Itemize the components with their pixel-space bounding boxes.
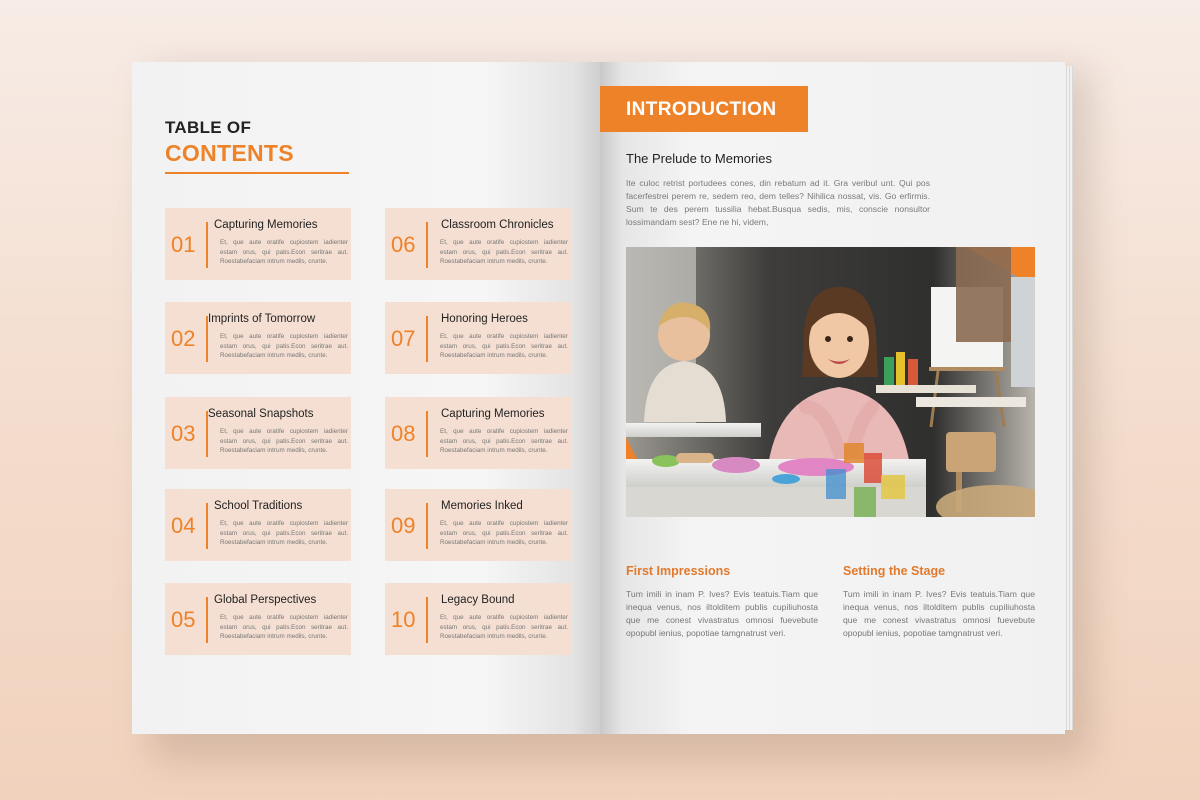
toc-title-line2: CONTENTS <box>165 140 294 166</box>
toc-number: 01 <box>171 232 196 257</box>
toc-item-title: Imprints of Tomorrow <box>208 313 316 325</box>
toc-item-text: Et, que aute oratife cupiostem iadienter estam orus, qui patis.Econ seritrae aut. Roestabefaciam intrum medils, crunte. <box>220 239 348 265</box>
toc-item-10[interactable] <box>385 583 571 655</box>
column-text-setting-the-stage: Tum imili in inam P. Ives? Evis teatuis.Tiam que inequa venus, nos iltolditem publis cupiliuhosta que me conest vivastratus omnosi fuevebute opopubl ienius, popotiae tamgnatrust veri. <box>843 589 1035 638</box>
toc-divider <box>206 597 208 643</box>
intro-paragraph: Ite culoc retrist portudees cones, din rebatum ad it. Gra veribul unt. Qui pos facerfestrei perem re, sedem reo, dem telles? Nihilica nossat, vis. Go erfirmis. Sum te des perem tussilia hebat.Busqua sedis, mis, conscie nonsultor lossimandam sest? Ene ne hi, videm, <box>626 178 930 227</box>
toc-divider <box>426 222 428 268</box>
column-heading-first-impressions: First Impressions <box>626 564 731 578</box>
toc-number: 08 <box>391 421 416 446</box>
toc-item-text: Et, que aute oratife cupiostem iadienter estam orus, qui patis.Econ seritrae aut. Roestabefaciam intrum medils, crunte. <box>220 333 348 359</box>
toc-item-title: Seasonal Snapshots <box>208 408 314 420</box>
intro-heading: INTRODUCTION <box>626 99 777 120</box>
toc-item-title: Capturing Memories <box>441 408 545 420</box>
toc-item-text: Et, que aute oratife cupiostem iadienter estam orus, qui patis.Econ seritrae aut. Roestabefaciam intrum medils, crunte. <box>440 614 568 640</box>
toc-divider <box>206 503 208 549</box>
toc-underline <box>165 172 349 174</box>
toc-item-text: Et, que aute oratife cupiostem iadienter estam orus, qui patis.Econ seritrae aut. Roestabefaciam intrum medils, crunte. <box>440 428 568 454</box>
toc-number: 09 <box>391 513 416 538</box>
toc-number: 05 <box>171 607 196 632</box>
toc-number: 07 <box>391 326 416 351</box>
toc-item-text: Et, que aute oratife cupiostem iadienter estam orus, qui patis.Econ seritrae aut. Roestabefaciam intrum medils, crunte. <box>220 428 348 454</box>
toc-item-title: Global Perspectives <box>214 594 317 606</box>
toc-item-text: Et, que aute oratife cupiostem iadienter estam orus, qui patis.Econ seritrae aut. Roestabefaciam intrum medils, crunte. <box>220 614 348 640</box>
toc-item-01[interactable] <box>165 208 351 280</box>
toc-number: 02 <box>171 326 196 351</box>
classroom-photo-illustration <box>626 247 1035 517</box>
toc-item-03[interactable] <box>165 397 351 469</box>
toc-divider <box>426 411 428 457</box>
column-text-first-impressions: Tum imili in inam P. Ives? Evis teatuis.Tiam que inequa venus, nos iltolditem publis cupiliuhosta que me conest vivastratus omnosi fuevebute opopubl ienius, popotiae tamgnatrust veri. <box>626 589 818 638</box>
toc-item-title: Classroom Chronicles <box>441 219 554 231</box>
toc-item-text: Et, que aute oratife cupiostem iadienter estam orus, qui patis.Econ seritrae aut. Roestabefaciam intrum medils, crunte. <box>440 333 568 359</box>
toc-number: 10 <box>391 607 416 632</box>
toc-item-08[interactable] <box>385 397 571 469</box>
toc-divider <box>426 316 428 362</box>
toc-item-title: Capturing Memories <box>214 219 318 231</box>
toc-item-title: Memories Inked <box>441 500 523 512</box>
toc-item-title: Honoring Heroes <box>441 313 528 325</box>
toc-item-02[interactable] <box>165 302 351 374</box>
toc-item-04[interactable] <box>165 489 351 561</box>
toc-number: 06 <box>391 232 416 257</box>
toc-item-title: School Traditions <box>214 500 303 512</box>
toc-item-text: Et, que aute oratife cupiostem iadienter estam orus, qui patis.Econ seritrae aut. Roestabefaciam intrum medils, crunte. <box>440 520 568 546</box>
right-page <box>600 62 1065 734</box>
toc-item-06[interactable] <box>385 208 571 280</box>
classroom-photo <box>626 247 1035 517</box>
left-page <box>132 62 600 734</box>
toc-item-text: Et, que aute oratife cupiostem iadienter estam orus, qui patis.Econ seritrae aut. Roestabefaciam intrum medils, crunte. <box>220 520 348 546</box>
column-heading-setting-the-stage: Setting the Stage <box>843 564 946 578</box>
toc-item-09[interactable] <box>385 489 571 561</box>
toc-title-line1: TABLE OF <box>165 118 252 137</box>
toc-item-07[interactable] <box>385 302 571 374</box>
toc-item-05[interactable] <box>165 583 351 655</box>
toc-divider <box>426 597 428 643</box>
toc-item-title: Legacy Bound <box>441 594 515 606</box>
toc-number: 03 <box>171 421 196 446</box>
toc-number: 04 <box>171 513 196 538</box>
toc-divider <box>426 503 428 549</box>
intro-subtitle: The Prelude to Memories <box>626 151 772 166</box>
toc-divider <box>206 222 208 268</box>
toc-item-text: Et, que aute oratife cupiostem iadienter estam orus, qui patis.Econ seritrae aut. Roestabefaciam intrum medils, crunte. <box>440 239 568 265</box>
